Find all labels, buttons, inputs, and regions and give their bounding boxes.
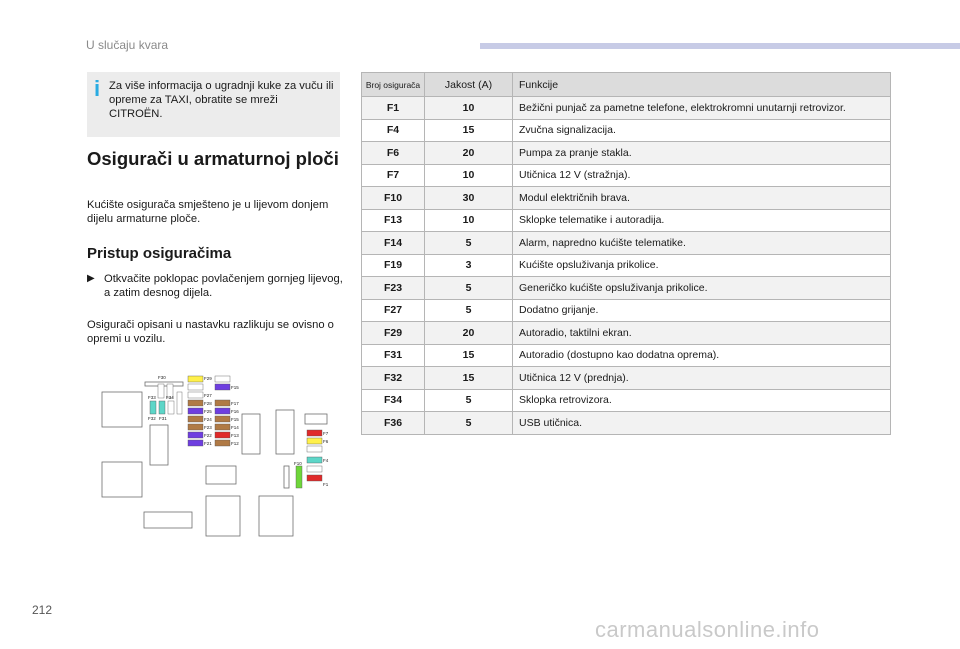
fuse-amperage: 5: [425, 277, 513, 300]
fuse-label: F23: [204, 425, 212, 430]
fuse-number: F34: [362, 389, 425, 412]
table-row: [362, 299, 891, 322]
fuse-amperage: 20: [425, 142, 513, 165]
fuse-function: Generičko kućište opsluživanja prikolice.: [513, 277, 891, 300]
fuse-function: USB utičnica.: [513, 412, 891, 435]
fuse-label: F21: [204, 441, 212, 446]
fuse-function: Sklopke telematike i autoradija.: [513, 209, 891, 232]
table-row: [362, 412, 891, 435]
fuse-function: Zvučna signalizacija.: [513, 119, 891, 142]
fuse-amperage: 10: [425, 164, 513, 187]
bullet-text: Otkvačite poklopac povlačenjem gornjeg lijevog, a zatim desnog dijela.: [104, 273, 343, 299]
fuse-label: F31: [159, 416, 167, 421]
fuse-number: F19: [362, 254, 425, 277]
column-header: Funkcije: [513, 73, 891, 97]
info-icon: i: [94, 76, 101, 101]
fuse-label: F34: [166, 395, 174, 400]
table-row: [362, 322, 891, 345]
fuse-label: F6: [323, 439, 329, 444]
fuse-number: F23: [362, 277, 425, 300]
fuse-label: F22: [204, 433, 212, 438]
column-header: Broj osigurača: [362, 73, 425, 97]
fuse-label: F12: [231, 441, 239, 446]
info-note: [87, 72, 340, 137]
fuse-number: F36: [362, 412, 425, 435]
fuse-label: F30: [158, 375, 166, 380]
fuse-label: F10: [294, 461, 302, 466]
fuse-function: Utičnica 12 V (stražnja).: [513, 164, 891, 187]
fuse-label: F13: [231, 433, 239, 438]
fuse-label: F29: [204, 376, 212, 381]
fuse-function: Bežični punjač za pametne telefone, elektrokromni unutarnji retrovizor.: [513, 97, 891, 120]
fuse-label: F24: [204, 417, 212, 422]
fuse-amperage: 5: [425, 412, 513, 435]
fuse-number: F10: [362, 187, 425, 210]
fuse-table: [361, 72, 891, 435]
fuse-function: Dodatno grijanje.: [513, 299, 891, 322]
fuse-amperage: 10: [425, 97, 513, 120]
fuse-number: F6: [362, 142, 425, 165]
fuse-amperage: 20: [425, 322, 513, 345]
fuse-amperage: 5: [425, 232, 513, 255]
table-header-row: [362, 73, 891, 97]
table-row: [362, 209, 891, 232]
fuse-label: F28: [204, 401, 212, 406]
fuse-number: F29: [362, 322, 425, 345]
table-row: [362, 389, 891, 412]
fuse-amperage: 15: [425, 119, 513, 142]
table-row: [362, 344, 891, 367]
fuse-function: Kućište opsluživanja prikolice.: [513, 254, 891, 277]
fuse-label: F32: [148, 416, 156, 421]
table-row: [362, 277, 891, 300]
fuse-label: F15: [231, 385, 239, 390]
chapter-title: U slučaju kvara: [86, 38, 169, 52]
column-header: Jakost (A): [425, 73, 513, 97]
watermark: carmanualsonline.info: [595, 617, 820, 642]
fuse-number: F7: [362, 164, 425, 187]
fuse-label: F1: [323, 482, 329, 487]
page-number: 212: [32, 603, 53, 617]
fuse-amperage: 15: [425, 367, 513, 390]
fuse-amperage: 15: [425, 344, 513, 367]
fuse-function: Utičnica 12 V (prednja).: [513, 367, 891, 390]
fuse-amperage: 5: [425, 389, 513, 412]
fuse-box-diagram: [100, 370, 340, 540]
fuse-label: F16: [231, 409, 239, 414]
fuse-number: F14: [362, 232, 425, 255]
table-row: [362, 232, 891, 255]
fuse-number: F4: [362, 119, 425, 142]
table-row: [362, 367, 891, 390]
fuse-function: Sklopka retrovizora.: [513, 389, 891, 412]
info-text: Za više informacija o ugradnji kuke za vuču ili opreme za TAXI, obratite se mreži CITROËN.: [109, 80, 334, 120]
fuse-label: F33: [148, 395, 156, 400]
fuse-amperage: 10: [425, 209, 513, 232]
table-row: [362, 164, 891, 187]
fuse-number: F13: [362, 209, 425, 232]
fuse-number: F27: [362, 299, 425, 322]
fuse-label: F14: [231, 425, 239, 430]
fuse-label: F25: [204, 409, 212, 414]
fuse-label: F17: [231, 401, 239, 406]
table-row: [362, 97, 891, 120]
table-row: [362, 254, 891, 277]
arrow-icon: ▶: [87, 273, 95, 284]
section-title: Osigurači u armaturnoj ploči: [87, 148, 339, 169]
fuse-number: F32: [362, 367, 425, 390]
fuse-amperage: 30: [425, 187, 513, 210]
note-paragraph: Osigurači opisani u nastavku razlikuju se ovisno o opremi u vozilu.: [87, 319, 334, 345]
intro-paragraph: Kućište osigurača smješteno je u lijevom donjem dijelu armaturne ploče.: [87, 199, 329, 225]
fuse-function: Autoradio (dostupno kao dodatna oprema).: [513, 344, 891, 367]
fuse-number: F31: [362, 344, 425, 367]
fuse-amperage: 3: [425, 254, 513, 277]
table-row: [362, 187, 891, 210]
fuse-function: Pumpa za pranje stakla.: [513, 142, 891, 165]
fuse-label: F7: [323, 431, 329, 436]
table-row: [362, 119, 891, 142]
table-row: [362, 142, 891, 165]
subsection-title: Pristup osiguračima: [87, 245, 232, 262]
fuse-amperage: 5: [425, 299, 513, 322]
fuse-function: Autoradio, taktilni ekran.: [513, 322, 891, 345]
fuse-label: F4: [323, 458, 329, 463]
fuse-number: F1: [362, 97, 425, 120]
header-bar: [480, 43, 960, 49]
fuse-label: F27: [204, 393, 212, 398]
fuse-label: F15: [231, 417, 239, 422]
fuse-function: Modul električnih brava.: [513, 187, 891, 210]
diagram-outlines: [102, 382, 327, 536]
fuse-function: Alarm, napredno kućište telematike.: [513, 232, 891, 255]
